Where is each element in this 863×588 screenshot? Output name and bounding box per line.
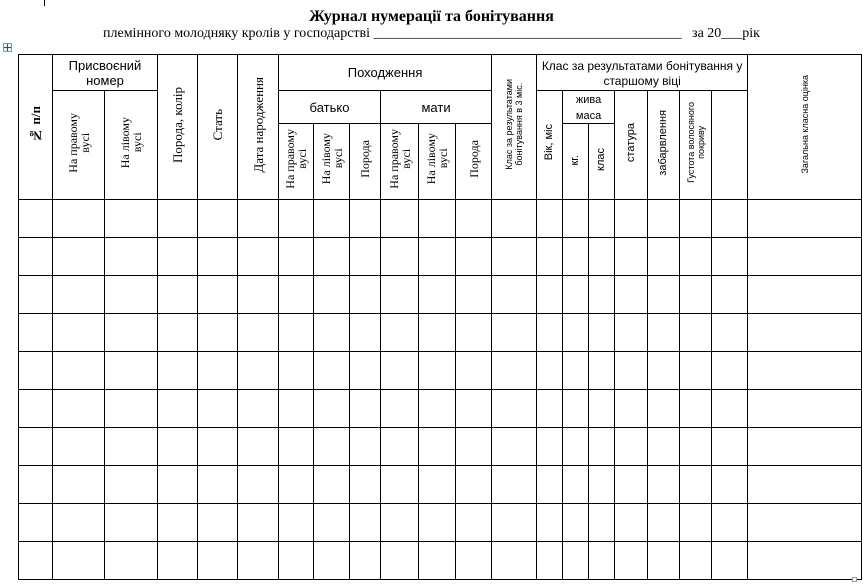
table-cell[interactable] bbox=[419, 542, 456, 580]
table-cell[interactable] bbox=[279, 504, 314, 542]
table-cell[interactable] bbox=[712, 390, 748, 428]
table-cell[interactable] bbox=[456, 352, 492, 390]
table-cell[interactable] bbox=[537, 314, 563, 352]
header-breed-color-label: Порода, колір bbox=[170, 86, 185, 163]
table-cell[interactable] bbox=[748, 200, 862, 238]
header-mother[interactable] bbox=[381, 91, 492, 124]
table-cell[interactable] bbox=[537, 466, 563, 504]
table-cell[interactable] bbox=[680, 238, 712, 276]
table-cell[interactable] bbox=[419, 238, 456, 276]
table-cell[interactable] bbox=[350, 542, 381, 580]
header-row-number-label: № п/п bbox=[28, 106, 43, 143]
header-mother-right-ear-label: На правому вусі bbox=[386, 129, 413, 189]
table-cell[interactable] bbox=[419, 390, 456, 428]
table-cell[interactable] bbox=[19, 238, 53, 276]
table-cell[interactable] bbox=[19, 390, 53, 428]
table-cell[interactable] bbox=[158, 200, 198, 238]
header-origin[interactable] bbox=[279, 55, 492, 91]
table-cell[interactable] bbox=[615, 428, 648, 466]
table-cell[interactable] bbox=[381, 200, 419, 238]
table-cell[interactable] bbox=[537, 238, 563, 276]
table-cell[interactable] bbox=[563, 276, 589, 314]
header-overall-class-label: Загальна класна оцінка bbox=[799, 75, 810, 174]
table-cell[interactable] bbox=[19, 314, 53, 352]
table-cell[interactable] bbox=[53, 314, 105, 352]
table-cell[interactable] bbox=[748, 352, 862, 390]
table-cell[interactable] bbox=[537, 390, 563, 428]
table-cell[interactable] bbox=[589, 428, 615, 466]
table-cell[interactable] bbox=[350, 428, 381, 466]
table-resize-handle-icon[interactable] bbox=[852, 577, 857, 582]
table-cell[interactable] bbox=[19, 428, 53, 466]
table-cell[interactable] bbox=[158, 314, 198, 352]
table-cell[interactable] bbox=[492, 390, 537, 428]
table-row bbox=[19, 390, 862, 428]
table-cell[interactable] bbox=[648, 542, 680, 580]
table-row bbox=[19, 276, 862, 314]
table-cell[interactable] bbox=[648, 352, 680, 390]
journal-body bbox=[19, 200, 862, 580]
table-cell[interactable] bbox=[589, 314, 615, 352]
table-cell[interactable] bbox=[492, 314, 537, 352]
header-father-left-ear[interactable] bbox=[314, 124, 350, 200]
table-cell[interactable] bbox=[19, 466, 53, 504]
table-cell[interactable] bbox=[456, 276, 492, 314]
table-cell[interactable] bbox=[563, 428, 589, 466]
table-cell[interactable] bbox=[492, 276, 537, 314]
table-cell[interactable] bbox=[615, 542, 648, 580]
table-cell[interactable] bbox=[158, 466, 198, 504]
table-cell[interactable] bbox=[748, 390, 862, 428]
header-row-number[interactable] bbox=[19, 55, 53, 200]
header-father-right-ear-label: На правому вусі bbox=[283, 129, 309, 189]
table-cell[interactable] bbox=[456, 428, 492, 466]
table-cell[interactable] bbox=[456, 504, 492, 542]
table-cell[interactable] bbox=[748, 428, 862, 466]
table-cell[interactable] bbox=[238, 352, 279, 390]
table-cell[interactable] bbox=[314, 314, 350, 352]
table-row bbox=[19, 200, 862, 238]
table-cell[interactable] bbox=[712, 352, 748, 390]
table-cell[interactable] bbox=[158, 428, 198, 466]
table-cell[interactable] bbox=[238, 238, 279, 276]
table-cell[interactable] bbox=[238, 276, 279, 314]
table-cell[interactable] bbox=[589, 238, 615, 276]
table-cell[interactable] bbox=[19, 276, 53, 314]
table-cell[interactable] bbox=[314, 542, 350, 580]
table-cell[interactable] bbox=[198, 466, 238, 504]
table-cell[interactable] bbox=[563, 200, 589, 238]
table-cell[interactable] bbox=[615, 466, 648, 504]
table-cell[interactable] bbox=[198, 428, 238, 466]
table-cell[interactable] bbox=[53, 352, 105, 390]
table-cell[interactable] bbox=[680, 200, 712, 238]
table-cell[interactable] bbox=[563, 466, 589, 504]
table-row bbox=[19, 238, 862, 276]
table-row bbox=[19, 352, 862, 390]
table-cell[interactable] bbox=[615, 238, 648, 276]
header-assigned-right-ear[interactable] bbox=[53, 91, 105, 200]
table-cell[interactable] bbox=[238, 542, 279, 580]
table-cell[interactable] bbox=[748, 276, 862, 314]
header-weight-kg-label: кг. bbox=[569, 154, 582, 166]
table-cell[interactable] bbox=[712, 504, 748, 542]
table-cell[interactable] bbox=[648, 238, 680, 276]
table-cell[interactable] bbox=[589, 352, 615, 390]
table-cell[interactable] bbox=[279, 428, 314, 466]
header-weight-class[interactable] bbox=[589, 124, 615, 200]
table-cell[interactable] bbox=[648, 390, 680, 428]
header-birth-date[interactable] bbox=[238, 55, 279, 200]
header-father[interactable] bbox=[279, 91, 381, 124]
table-cell[interactable] bbox=[53, 276, 105, 314]
table-cell[interactable] bbox=[198, 238, 238, 276]
header-assigned-right-ear-label: На правому вусі bbox=[65, 112, 92, 173]
table-cell[interactable] bbox=[563, 390, 589, 428]
table-cell[interactable] bbox=[589, 276, 615, 314]
table-cell[interactable] bbox=[105, 352, 158, 390]
table-cell[interactable] bbox=[53, 466, 105, 504]
table-cell[interactable] bbox=[712, 428, 748, 466]
table-cell[interactable] bbox=[712, 542, 748, 580]
table-cell[interactable] bbox=[712, 238, 748, 276]
table-cell[interactable] bbox=[456, 390, 492, 428]
table-cell[interactable] bbox=[648, 504, 680, 542]
table-cell[interactable] bbox=[19, 504, 53, 542]
table-cell[interactable] bbox=[589, 200, 615, 238]
table-cell[interactable] bbox=[680, 314, 712, 352]
table-cell[interactable] bbox=[238, 504, 279, 542]
table-cell[interactable] bbox=[537, 428, 563, 466]
header-class-older-label: Клас за результатами бонітування у старшому віці bbox=[541, 58, 743, 88]
table-cell[interactable] bbox=[198, 276, 238, 314]
header-breed-color[interactable] bbox=[158, 55, 198, 200]
header-build[interactable] bbox=[615, 91, 648, 200]
table-cell[interactable] bbox=[456, 200, 492, 238]
table-cell[interactable] bbox=[238, 428, 279, 466]
table-cell[interactable] bbox=[680, 466, 712, 504]
table-cell[interactable] bbox=[279, 314, 314, 352]
table-cell[interactable] bbox=[198, 314, 238, 352]
header-class-3-months[interactable] bbox=[492, 55, 537, 200]
table-cell[interactable] bbox=[680, 352, 712, 390]
table-cell[interactable] bbox=[680, 276, 712, 314]
table-cell[interactable] bbox=[615, 314, 648, 352]
table-cell[interactable] bbox=[350, 276, 381, 314]
table-row bbox=[19, 428, 862, 466]
header-mother-left-ear[interactable] bbox=[419, 124, 456, 200]
table-cell[interactable] bbox=[279, 390, 314, 428]
table-cell[interactable] bbox=[238, 466, 279, 504]
table-cell[interactable] bbox=[419, 200, 456, 238]
table-cell[interactable] bbox=[381, 390, 419, 428]
table-cell[interactable] bbox=[198, 504, 238, 542]
table-cell[interactable] bbox=[648, 428, 680, 466]
table-cell[interactable] bbox=[314, 238, 350, 276]
table-cell[interactable] bbox=[748, 504, 862, 542]
table-cell[interactable] bbox=[615, 390, 648, 428]
table-cell[interactable] bbox=[492, 466, 537, 504]
table-cell[interactable] bbox=[158, 504, 198, 542]
table-cell[interactable] bbox=[419, 428, 456, 466]
table-cell[interactable] bbox=[712, 466, 748, 504]
header-assigned-number[interactable] bbox=[53, 55, 158, 91]
table-cell[interactable] bbox=[537, 200, 563, 238]
table-cell[interactable] bbox=[105, 466, 158, 504]
table-cell[interactable] bbox=[680, 390, 712, 428]
table-cell[interactable] bbox=[381, 504, 419, 542]
table-cell[interactable] bbox=[492, 200, 537, 238]
table-cell[interactable] bbox=[105, 428, 158, 466]
table-cell[interactable] bbox=[279, 238, 314, 276]
table-cell[interactable] bbox=[492, 352, 537, 390]
table-cell[interactable] bbox=[279, 466, 314, 504]
header-overall-class[interactable] bbox=[748, 55, 862, 200]
table-cell[interactable] bbox=[53, 238, 105, 276]
table-cell[interactable] bbox=[381, 466, 419, 504]
header-assigned-left-ear-label: На лівому вусі bbox=[118, 116, 144, 169]
table-cell[interactable] bbox=[563, 314, 589, 352]
table-cell[interactable] bbox=[381, 314, 419, 352]
table-cell[interactable] bbox=[381, 352, 419, 390]
table-cell[interactable] bbox=[419, 276, 456, 314]
table-cell[interactable] bbox=[456, 238, 492, 276]
table-cell[interactable] bbox=[350, 352, 381, 390]
table-cell[interactable] bbox=[314, 466, 350, 504]
table-cell[interactable] bbox=[105, 504, 158, 542]
table-cell[interactable] bbox=[53, 200, 105, 238]
table-cell[interactable] bbox=[615, 352, 648, 390]
table-cell[interactable] bbox=[350, 390, 381, 428]
table-cell[interactable] bbox=[456, 466, 492, 504]
table-cell[interactable] bbox=[615, 504, 648, 542]
table-cell[interactable] bbox=[537, 504, 563, 542]
journal-table bbox=[18, 54, 862, 580]
table-cell[interactable] bbox=[105, 276, 158, 314]
header-age-months-label: Вік, міс bbox=[543, 124, 556, 161]
header-father-right-ear[interactable] bbox=[279, 124, 314, 200]
header-fur-density-label: Густота волосяного покриву bbox=[685, 102, 706, 183]
header-age-months[interactable] bbox=[537, 91, 563, 200]
header-birth-date-label: Дата народження bbox=[250, 76, 266, 173]
header-origin-label: Походження bbox=[347, 65, 423, 80]
table-cell[interactable] bbox=[158, 276, 198, 314]
table-cell[interactable] bbox=[563, 504, 589, 542]
header-weight-class-label: клас bbox=[595, 147, 608, 171]
table-row bbox=[19, 542, 862, 580]
table-cell[interactable] bbox=[748, 542, 862, 580]
table-cell[interactable] bbox=[238, 200, 279, 238]
header-class-older[interactable] bbox=[537, 55, 748, 91]
document-title: Журнал нумерації та бонітування bbox=[309, 8, 554, 25]
table-cell[interactable] bbox=[537, 542, 563, 580]
table-cell[interactable] bbox=[648, 314, 680, 352]
table-cell[interactable] bbox=[350, 200, 381, 238]
table-cell[interactable] bbox=[492, 238, 537, 276]
header-weight-kg[interactable] bbox=[563, 124, 589, 200]
header-coloring-label: забарвлення bbox=[657, 109, 670, 176]
table-cell[interactable] bbox=[615, 200, 648, 238]
table-cell[interactable] bbox=[158, 238, 198, 276]
table-cell[interactable] bbox=[158, 542, 198, 580]
header-assigned-left-ear[interactable] bbox=[105, 91, 158, 200]
table-cell[interactable] bbox=[456, 314, 492, 352]
table-cell[interactable] bbox=[19, 352, 53, 390]
table-cell[interactable] bbox=[350, 466, 381, 504]
table-cell[interactable] bbox=[492, 504, 537, 542]
header-mother-breed-label: Порода bbox=[466, 140, 481, 178]
header-fur-density[interactable] bbox=[680, 91, 712, 200]
table-cell[interactable] bbox=[563, 352, 589, 390]
table-cell[interactable] bbox=[314, 352, 350, 390]
table-cell[interactable] bbox=[748, 466, 862, 504]
table-cell[interactable] bbox=[381, 238, 419, 276]
table-cell[interactable] bbox=[350, 314, 381, 352]
table-cell[interactable] bbox=[314, 428, 350, 466]
table-cell[interactable] bbox=[419, 504, 456, 542]
table-cell[interactable] bbox=[680, 428, 712, 466]
table-cell[interactable] bbox=[680, 542, 712, 580]
header-sex[interactable] bbox=[198, 55, 238, 200]
table-cell[interactable] bbox=[492, 542, 537, 580]
header-live-weight-label: жива маса bbox=[575, 94, 602, 122]
header-class-3-months-label: Клас за результатами бонітування в 3 міс. bbox=[504, 79, 525, 170]
table-cell[interactable] bbox=[279, 542, 314, 580]
table-cell[interactable] bbox=[381, 276, 419, 314]
table-cell[interactable] bbox=[105, 390, 158, 428]
table-cell[interactable] bbox=[279, 352, 314, 390]
table-cell[interactable] bbox=[419, 466, 456, 504]
table-cell[interactable] bbox=[198, 200, 238, 238]
header-father-left-ear-label: На лівому вусі bbox=[318, 133, 345, 185]
table-cell[interactable] bbox=[105, 200, 158, 238]
table-row bbox=[19, 314, 862, 352]
table-cell[interactable] bbox=[712, 276, 748, 314]
header-build-label: статура bbox=[624, 122, 637, 163]
table-cell[interactable] bbox=[381, 542, 419, 580]
header-father-label: батько bbox=[309, 99, 350, 115]
text-cursor bbox=[44, 0, 45, 6]
table-cell[interactable] bbox=[314, 276, 350, 314]
table-cell[interactable] bbox=[563, 238, 589, 276]
table-cell[interactable] bbox=[748, 314, 862, 352]
table-cell[interactable] bbox=[238, 390, 279, 428]
table-cell[interactable] bbox=[53, 390, 105, 428]
table-cell[interactable] bbox=[537, 276, 563, 314]
table-cell[interactable] bbox=[19, 542, 53, 580]
table-row bbox=[19, 466, 862, 504]
table-cell[interactable] bbox=[314, 200, 350, 238]
table-cell[interactable] bbox=[537, 352, 563, 390]
table-cell[interactable] bbox=[589, 542, 615, 580]
header-mother-breed[interactable] bbox=[456, 124, 492, 200]
table-cell[interactable] bbox=[198, 352, 238, 390]
table-cell[interactable] bbox=[648, 276, 680, 314]
table-cell[interactable] bbox=[279, 200, 314, 238]
table-cell[interactable] bbox=[53, 504, 105, 542]
table-cell[interactable] bbox=[105, 314, 158, 352]
table-cell[interactable] bbox=[105, 238, 158, 276]
table-cell[interactable] bbox=[381, 428, 419, 466]
table-cell[interactable] bbox=[350, 504, 381, 542]
header-sex-label: Стать bbox=[210, 108, 225, 141]
table-cell[interactable] bbox=[712, 200, 748, 238]
table-cell[interactable] bbox=[680, 504, 712, 542]
table-row bbox=[19, 504, 862, 542]
table-cell[interactable] bbox=[589, 504, 615, 542]
table-cell[interactable] bbox=[748, 238, 862, 276]
table-cell[interactable] bbox=[105, 542, 158, 580]
header-father-breed-label: Порода bbox=[358, 140, 372, 178]
table-cell[interactable] bbox=[158, 352, 198, 390]
table-cell[interactable] bbox=[314, 390, 350, 428]
header-mother-left-ear-label: На лівому вусі bbox=[424, 133, 450, 185]
header-live-weight[interactable] bbox=[563, 91, 615, 124]
table-cell[interactable] bbox=[648, 200, 680, 238]
table-cell[interactable] bbox=[615, 276, 648, 314]
header-assigned-number-label: Присвоєний номер bbox=[68, 57, 142, 88]
table-cell[interactable] bbox=[314, 504, 350, 542]
table-cell[interactable] bbox=[198, 390, 238, 428]
table-cell[interactable] bbox=[419, 352, 456, 390]
table-cell[interactable] bbox=[279, 276, 314, 314]
table-cell[interactable] bbox=[589, 466, 615, 504]
table-cell[interactable] bbox=[589, 390, 615, 428]
table-cell[interactable] bbox=[648, 466, 680, 504]
table-cell[interactable] bbox=[456, 542, 492, 580]
table-cell[interactable] bbox=[198, 542, 238, 580]
header-father-breed[interactable] bbox=[350, 124, 381, 200]
table-cell[interactable] bbox=[712, 314, 748, 352]
header-coloring[interactable] bbox=[648, 91, 680, 200]
table-cell[interactable] bbox=[563, 542, 589, 580]
header-mother-right-ear[interactable] bbox=[381, 124, 419, 200]
table-cell[interactable] bbox=[19, 200, 53, 238]
header-mother-label: мати bbox=[421, 99, 451, 115]
table-cell[interactable] bbox=[158, 390, 198, 428]
table-cell[interactable] bbox=[53, 428, 105, 466]
table-cell[interactable] bbox=[492, 428, 537, 466]
table-move-handle-icon[interactable] bbox=[3, 43, 12, 52]
table-cell[interactable] bbox=[238, 314, 279, 352]
table-cell[interactable] bbox=[350, 238, 381, 276]
document-subtitle[interactable]: племінного молодняку кролів у господарстві ____________________________________________ за 20___рік bbox=[103, 26, 760, 41]
table-cell[interactable] bbox=[53, 542, 105, 580]
table-cell[interactable] bbox=[419, 314, 456, 352]
